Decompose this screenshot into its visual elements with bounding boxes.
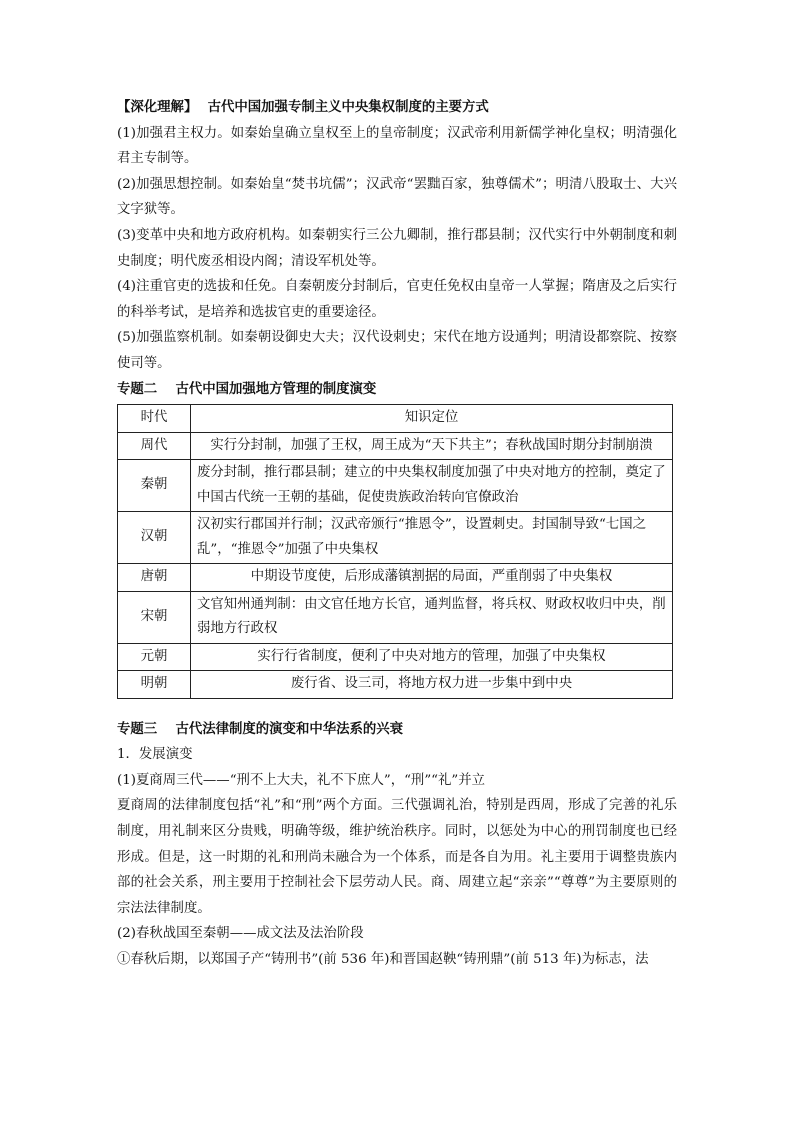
deep-item-4: (4)注重官吏的选拔和任免。自秦朝废分封制后，官吏任免权由皇帝一人掌握；隋唐及之后实行的科举考试，是培养和选拔官吏的重要途径。 (117, 279, 677, 320)
row-era: 唐朝 (118, 564, 191, 592)
header-era: 时代 (118, 405, 191, 433)
row-era: 明朝 (118, 671, 191, 699)
row-era: 宋朝 (118, 591, 191, 643)
table-row (118, 432, 673, 460)
deep-understanding-heading (117, 95, 677, 121)
row-content: 汉初实行郡国并行制；汉武帝颁行“推恩令”，设置刺史。封国制导致“七国之乱”，“推恩令”加强了中央集权 (191, 512, 673, 564)
deep-title: 古代中国加强专制主义中央集权制度的主要方式 (207, 100, 489, 115)
row-content: 实行分封制，加强了王权，周王成为“天下共主”；春秋战国时期分封制崩溃 (191, 432, 673, 460)
topic3-s2-title: (2)春秋战国至秦朝——成文法及法治阶段 (117, 926, 364, 942)
deep-item-2: (2)加强思想控制。如秦始皇“焚书坑儒”；汉武帝“罢黜百家，独尊儒术”；明清八股取士、大兴文字狱等。 (117, 176, 677, 218)
table-row (118, 671, 673, 699)
topic2-title: 古代中国加强地方管理的制度演变 (175, 381, 377, 397)
row-era: 元朝 (118, 643, 191, 671)
document-page (117, 95, 677, 973)
table-row (118, 460, 673, 512)
topic3-s2-body: ①春秋后期，以郑国子产“铸刑书”(前 536 年)和晋国赵鞅“铸刑鼎”(前 513 年)为标志，法 (117, 951, 649, 967)
row-era: 周代 (118, 432, 191, 460)
row-content: 废行省、设三司，将地方权力进一步集中到中央 (191, 671, 673, 699)
topic3-label: 专题三 (117, 721, 158, 737)
row-content: 中期设节度使，后形成藩镇割据的局面，严重削弱了中央集权 (191, 564, 673, 592)
table-row (118, 591, 673, 643)
row-content: 文官知州通判制：由文官任地方长官，通判监督，将兵权、财政权收归中央，削弱地方行政权 (191, 591, 673, 643)
topic3-sub1: 1．发展演变 (117, 747, 193, 763)
row-era: 秦朝 (118, 460, 191, 512)
deep-item-1: (1)加强君主权力。如秦始皇确立皇权至上的皇帝制度；汉武帝利用新儒学神化皇权；明清强化君主专制等。 (117, 125, 677, 167)
row-content: 实行行省制度，便利了中央对地方的管理，加强了中央集权 (191, 643, 673, 671)
table-header-row (118, 405, 673, 433)
deep-item-5: (5)加强监察机制。如秦朝设御史大夫；汉代设刺史；宋代在地方设通判；明清设都察院、按察使司等。 (117, 330, 677, 371)
topic2-label: 专题二 (117, 381, 158, 397)
topic3-heading (117, 717, 677, 743)
topic3-s1-body: 夏商周的法律制度包括“礼”和“刑”两个方面。三代强调礼治，特别是西周，形成了完善的礼乐制度，用礼制来区分贵贱，明确等级，维护统治秩序。同时，以惩处为中心的刑罚制度也已经形成。但是，这一时期的礼和刑尚未融合为一个体系，而是各自为用。礼主要用于调整贵族内部的社会关系，刑主要用于控制社会下层劳动人民。商、周建立起“亲亲”“尊尊”为主要原则的宗法法律制度。 (117, 798, 677, 916)
deep-item-3: (3)变革中央和地方政府机构。如秦朝实行三公九卿制，推行郡县制；汉代实行中外朝制度和刺史制度；明代废丞相设内阁；清设军机处等。 (117, 227, 677, 269)
table-row (118, 512, 673, 564)
row-era: 汉朝 (118, 512, 191, 564)
table-row (118, 643, 673, 671)
table-row (118, 564, 673, 592)
local-admin-table (117, 404, 673, 699)
deep-label: 【深化理解】 (117, 100, 198, 115)
topic3-title: 古代法律制度的演变和中华法系的兴衰 (175, 721, 404, 737)
topic2-heading (117, 377, 677, 403)
header-content: 知识定位 (191, 405, 673, 433)
row-content: 废分封制，推行郡县制；建立的中央集权制度加强了中央对地方的控制，奠定了中国古代统一王朝的基础，促使贵族政治转向官僚政治 (191, 460, 673, 512)
topic3-s1-title: (1)夏商周三代——“刑不上大夫，礼不下庶人”，“刑”“礼”并立 (117, 772, 486, 788)
